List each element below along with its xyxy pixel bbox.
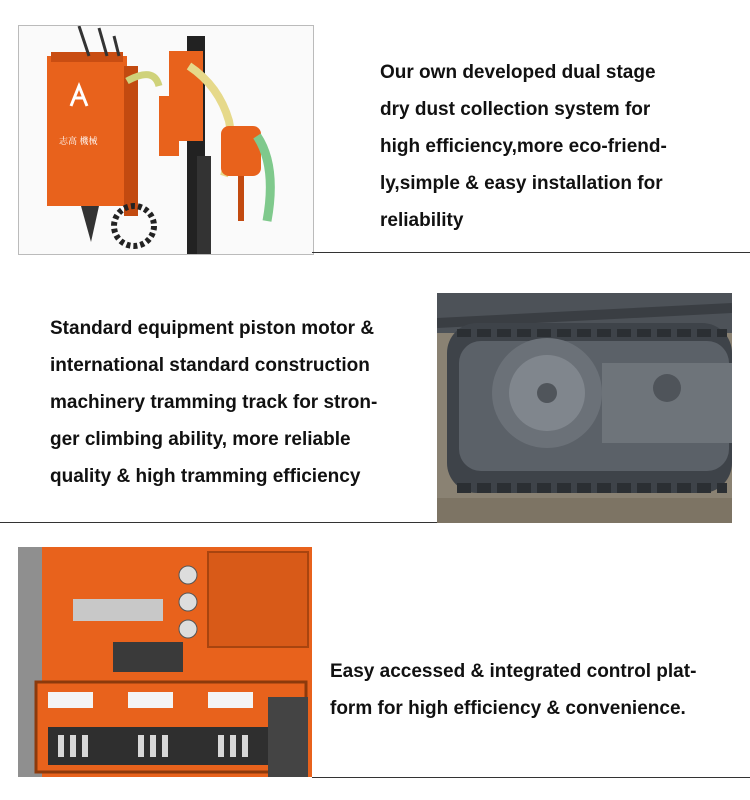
caption-line: Easy accessed & integrated control plat-: [330, 661, 697, 682]
section-divider: [312, 252, 750, 253]
control-platform-caption: [330, 653, 696, 727]
caption-line: quality & high tramming efficiency: [50, 466, 361, 487]
caption-line: form for high efficiency & convenience.: [330, 698, 686, 719]
tramming-track-caption: [50, 310, 377, 495]
caption-line: reliability: [380, 210, 464, 231]
section-divider: [312, 777, 750, 778]
caption-line: Our own developed dual stage: [380, 62, 656, 83]
dust-collector-photo: [18, 25, 314, 255]
caption-line: international standard construction: [50, 355, 370, 376]
feature-control-platform: [0, 525, 750, 800]
caption-line: high efficiency,more eco-friend-: [380, 136, 667, 157]
caption-line: Standard equipment piston motor &: [50, 318, 375, 339]
caption-line: ger climbing ability, more reliable: [50, 429, 351, 450]
feature-tramming-track: [0, 260, 750, 525]
dust-collection-caption: [380, 54, 667, 239]
caption-line: ly,simple & easy installation for: [380, 173, 663, 194]
caption-line: machinery tramming track for stron-: [50, 392, 378, 413]
caption-line: dry dust collection system for: [380, 99, 651, 120]
section-divider: [0, 522, 437, 523]
control-platform-photo: [18, 547, 312, 777]
collector-logo-text: 志高 機械: [59, 136, 98, 146]
feature-dust-collection: [0, 0, 750, 260]
track-photo: [437, 293, 732, 523]
